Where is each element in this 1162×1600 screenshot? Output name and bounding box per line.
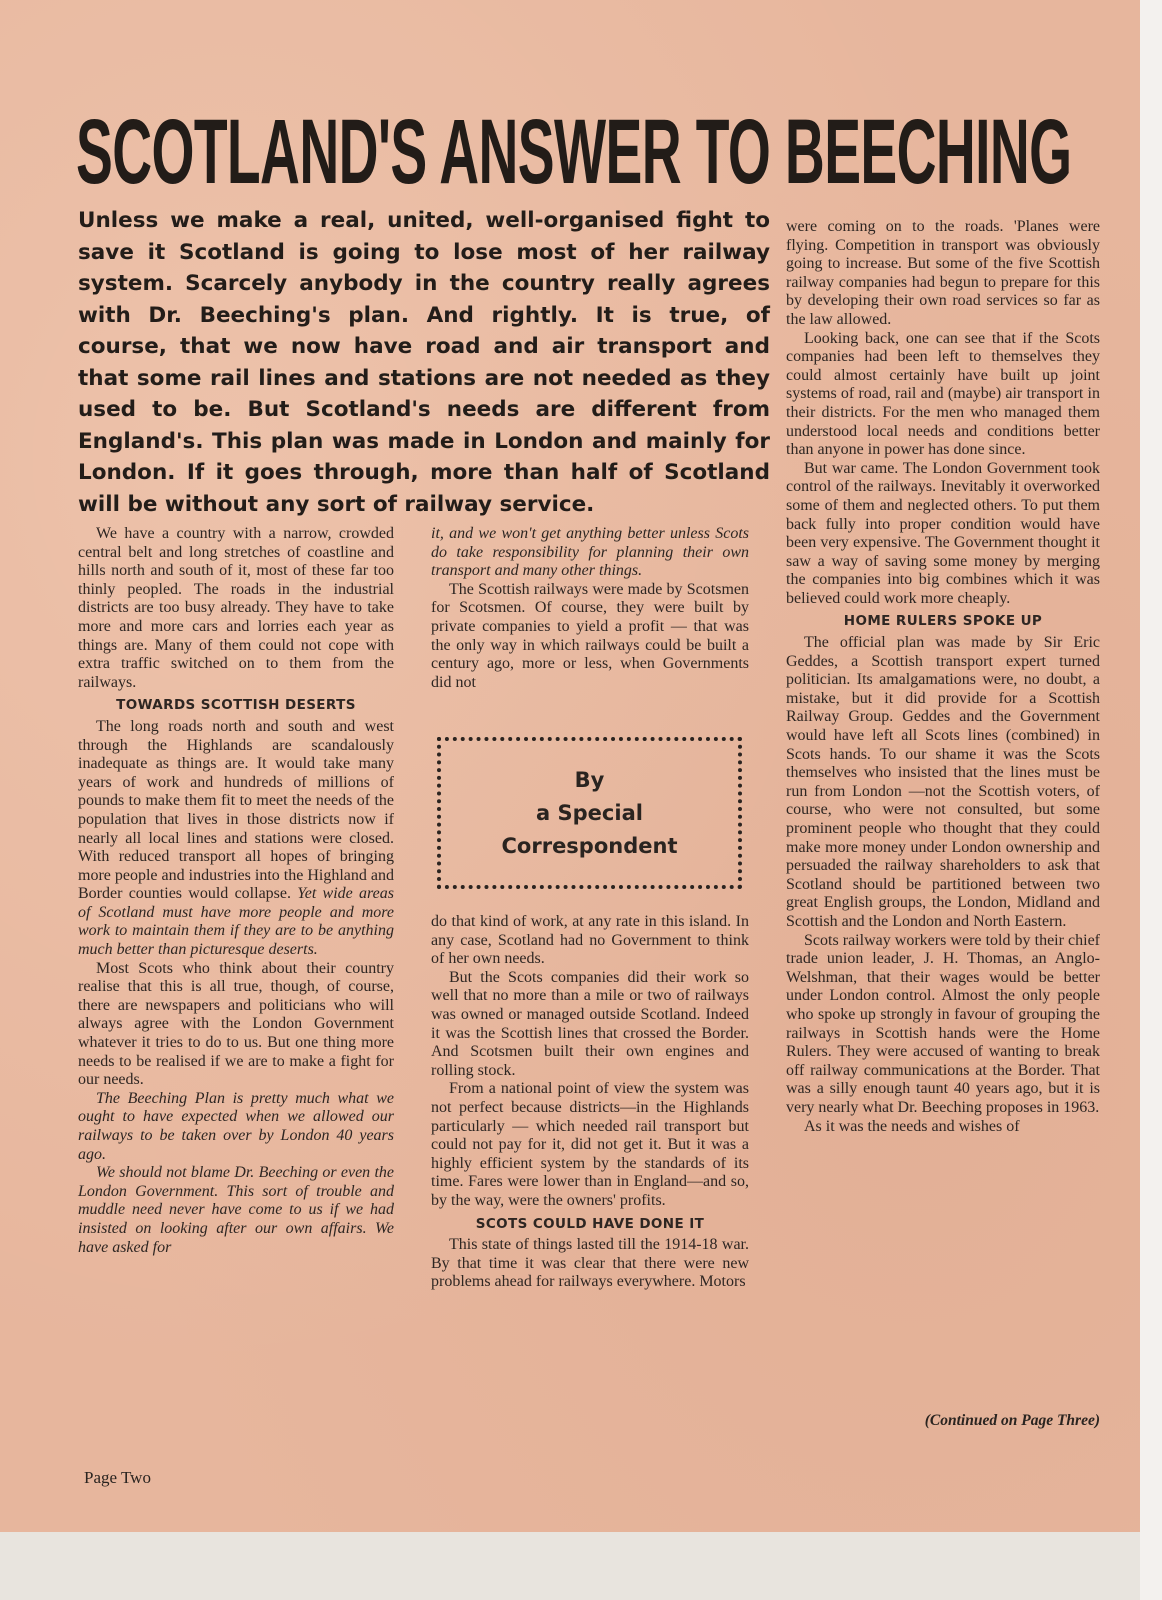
paragraph: As it was the needs and wishes of [804,1117,1020,1135]
paragraph: it, and we won't get anything better unless Scots do take responsibility for planning their own transport and many other things. [431,525,749,580]
paragraph: do that kind of work, at any rate in this island. In any case, Scotland had no Government to think of her own needs. [431,913,749,968]
byline-line: By [574,767,605,792]
paragraph: We should not blame Dr. Beeching or even the London Government. This sort of trouble and muddle need never have come to us if we had insisted on looking after our own affairs. We have asked for [78,1164,394,1256]
scan-margin [1140,0,1162,1600]
column-3 [786,218,1100,1136]
paragraph: Scots railway workers were told by their chief trade union leader, J. H. Thomas, an Anglo-Welshman, that their wages would be better under London control. Almost the only people who spoke up strongly in favour of grouping the railways in Scottish hands were the Home Rulers. They were accused of wanting to break off railway communications at the Border. That was a silly enough taunt 40 years ago, but it is very nearly what Dr. Beeching proposes in 1963. [786,931,1100,1116]
headline: SCOTLAND'S ANSWER TO BEECHING [76,101,1072,203]
paragraph: This state of things lasted till the 1914-18 war. By that time it was clear that there were new problems ahead for railways everywhere. Motors [431,1236,749,1291]
paragraph: were coming on to the roads. 'Planes were flying. Competition in transport was obviously going to increase. But some of the five Scottish railway companies had begun to prepare for this by developing their own road services so far as the law allowed. [786,218,1100,328]
continued-note: (Continued on Page Three) [924,1412,1100,1429]
paragraph: But the Scots companies did their work so well that no more than a mile or two of railways was owned or managed outside Scotland. Indeed it was the Scottish lines that crossed the Border. And Scotsmen built their own engines and rolling stock. [431,968,749,1079]
subheading-towards-scottish-deserts: TOWARDS SCOTTISH DESERTS [116,697,356,714]
byline-box [437,737,742,889]
paragraph: Looking back, one can see that if the Scots companies had been left to themselves they could almost certainly have built up joint systems of road, rail and (maybe) air transport in their districts. For the men who managed them understood local needs and conditions better than anyone in power has done since. [786,329,1100,459]
paragraph: From a national point of view the system was not perfect because districts—in the Highlands particularly — which needed rail transport but could not pay for it, did not get it. But it was a highly efficient system by the standards of its time. Fares were lower than in England—and so, by the way, were the owners' profits. [431,1080,749,1209]
column-1 [78,525,394,1257]
subheading-scots-could-have-done-it: SCOTS COULD HAVE DONE IT [475,1215,705,1232]
column-2-top [431,525,749,692]
paragraph: The long roads north and south and west through the Highlands are scandalously inadequate as things are. It would take many years of work and hundreds of millions of pounds to make them fit to meet the needs of the population that lives in those districts now if nearly all local lines and stations were closed. With reduced transport all hopes of bringing more people and industries into the Highland and Border counties would collapse. Yet wide areas of Scotland must have more people and more work to maintain them if they are to be anything much better than picturesque deserts. [78,717,395,959]
column-2-bottom [431,913,749,1292]
subheading-home-rulers-spoke-up: HOME RULERS SPOKE UP [843,613,1043,630]
paragraph: Most Scots who think about their country realise that this is all true, though, of course, there are newspapers and politicians who will always agree with the London Government whatever it tries to do to us. But one thing more needs to be realised if we are to make a fight for our needs. [78,959,394,1089]
byline-line: Correspondent [501,833,678,858]
page-number: Page Two [84,1468,151,1487]
paragraph: The official plan was made by Sir Eric Geddes, a Scottish transport expert turned politician. Its amalgamations were, no doubt, a mistake, but it did provide for a Scottish Railway Group. Geddes and the Government would have left all Scots lines (combined) in Scots hands. To our shame it was the Scots themselves who insisted that the lines must be run from London —not the Scottish voters, of course, who were not consulted, but some prominent people who thought that they could make more money under London ownership and persuaded the railway shareholders to ask that Scotland should be partitioned between two great English groups, the London, Midland and Scottish and the London and North Eastern. [786,634,1100,930]
paragraph: The Scottish railways were made by Scotsmen for Scotsmen. Of course, they were built by private companies to yield a profit — that was the only way in which railways could be built a century ago, more or less, when Governments did not [431,580,749,691]
paragraph: We have a country with a narrow, crowded central belt and long stretches of coastline and hills north and south of it, most of these far too thinly peopled. The roads in the industrial districts are too busy already. They have to take more and more cars and lorries each year as things are. Many of them could not cope with extra traffic switched on to them from the railways. [78,525,394,691]
paragraph: The Beeching Plan is pretty much what we ought to have expected when we allowed our railways to be taken over by London 40 years ago. [78,1089,394,1163]
lead-paragraph: Unless we make a real, united, well-organised fight to save it Scotland is going to lose most of her railway system. Scarcely anybody in the country really agrees with Dr. Beeching's plan. And rightly. It is true, of course, that we now have road and air transport and that some rail lines and stations are not needed as they used to be. But Scotland's needs are different from England's. This plan was made in London and mainly for London. If it goes through, more than half of Scotland will be without any sort of railway service. [78,208,770,517]
byline-line: a Special [536,800,643,825]
paragraph: But war came. The London Government took control of the railways. Inevitably it overworked some of them and neglected others. To put them back fully into proper condition would have been very expensive. The Government thought it saw a way of saving some money by merging the companies into big combines which it was believed could work more cheaply. [786,459,1100,607]
